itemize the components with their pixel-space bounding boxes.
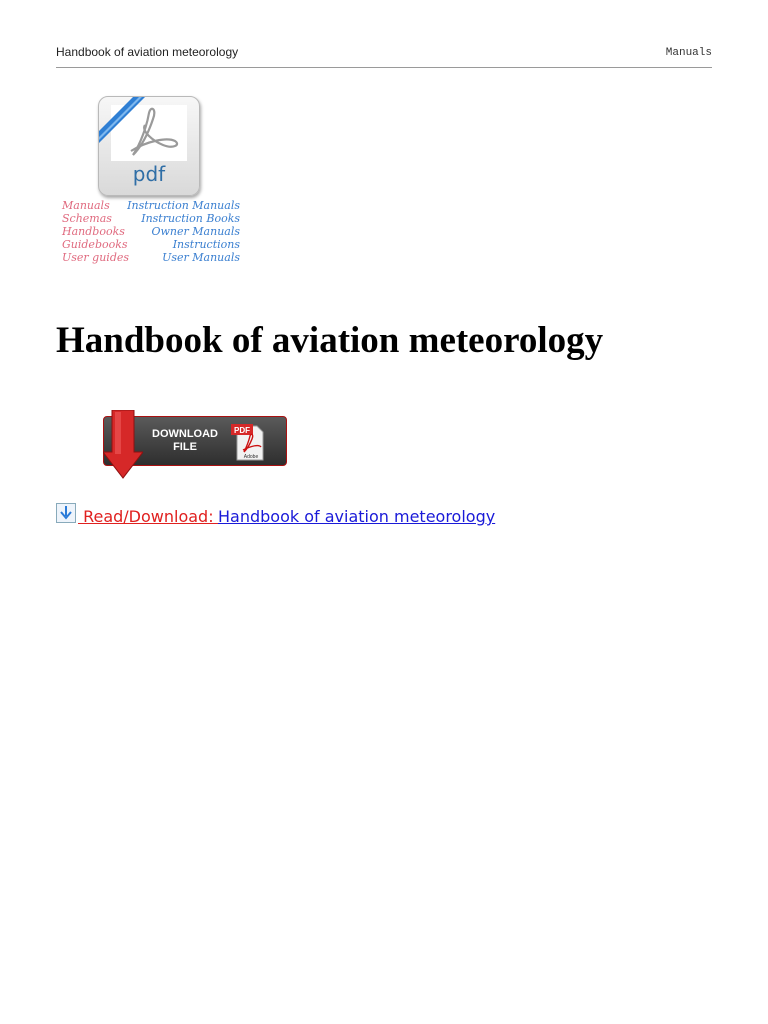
read-download-link[interactable]: Handbook of aviation meteorology [218,507,496,526]
adobe-pdf-icon [231,422,265,462]
pdf-label: pdf [132,162,166,186]
logo-word: Schemas [62,212,112,225]
ribbon-icon [99,97,149,147]
logo-word: Instructions [172,238,240,251]
download-arrow-small-icon[interactable] [56,503,76,523]
pdf-manuals-logo [58,94,242,268]
download-label [141,428,229,454]
logo-word: Manuals [62,199,110,212]
document-title: Handbook of aviation meteorology [56,320,604,361]
download-arrow-icon [103,410,143,480]
read-download-prefix[interactable]: Read/Download: [78,507,219,526]
logo-word: Instruction Books [141,212,240,225]
header-category: Manuals [665,47,712,59]
pdf-icon [98,96,200,196]
logo-word: Owner Manuals [151,225,240,238]
download-label-line2: FILE [173,441,197,453]
logo-word: User guides [62,251,130,264]
header-divider [56,67,712,68]
download-file-button[interactable] [103,410,287,480]
logo-word: Guidebooks [62,238,128,251]
logo-word: Handbooks [62,225,125,238]
logo-word: Instruction Manuals [127,199,240,212]
header-title: Handbook of aviation meteorology [56,45,239,59]
adobe-badge-text: Adobe [243,454,259,460]
pdf-badge-text: PDF [234,426,250,435]
logo-word: User Manuals [162,251,240,264]
download-label-line1: DOWNLOAD [152,428,218,440]
